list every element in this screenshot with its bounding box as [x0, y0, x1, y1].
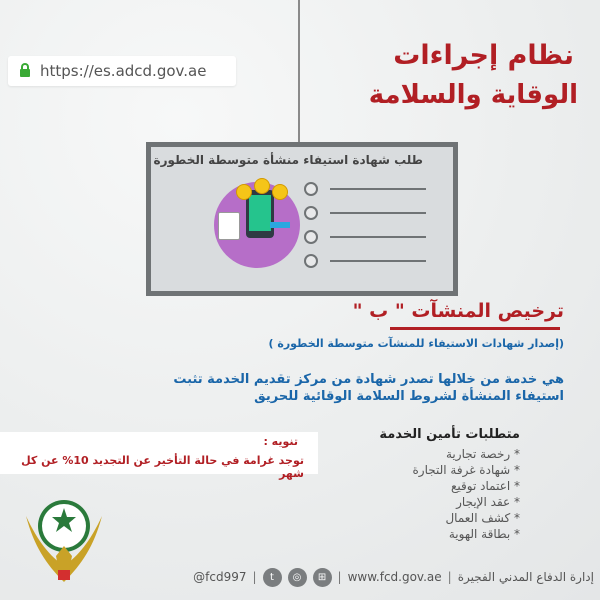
checklist-line — [330, 188, 426, 190]
windows-icon[interactable]: ⊞ — [313, 568, 332, 587]
checklist-circle — [304, 254, 318, 268]
requirement-item: * شهادة غرفة التجارة — [412, 463, 520, 477]
checklist-circle — [304, 182, 318, 196]
url-text: https://es.adcd.gov.ae — [40, 62, 207, 80]
service-description — [104, 371, 564, 405]
request-board — [146, 142, 458, 296]
uae-emblem-icon — [16, 486, 112, 590]
footer-separator: | — [337, 570, 342, 584]
coin-icon — [272, 184, 288, 200]
requirement-item: * كشف العمال — [445, 511, 520, 525]
description-line2: استيفاء المنشأة لشروط السلامة الوقائية للحريق — [254, 389, 564, 404]
footer-website[interactable]: www.fcd.gov.ae — [347, 570, 442, 584]
notice-text: توجد غرامة في حالة التأخير عن التجديد 10% عن كل شهر — [21, 454, 304, 480]
twitter-handle[interactable]: @fcd997 — [193, 570, 247, 584]
license-title-underline — [390, 327, 560, 330]
footer — [128, 566, 594, 588]
requirement-item: * عقد الإيجار — [456, 495, 520, 509]
checklist-circle — [304, 230, 318, 244]
checklist-circle — [304, 206, 318, 220]
requirement-item: * رخصة تجارية — [446, 447, 520, 461]
footer-org-name: إدارة الدفاع المدني الفجيرة — [457, 570, 594, 584]
url-bar[interactable] — [8, 56, 236, 86]
requirements-title: متطلبات تأمين الخدمة — [379, 427, 520, 442]
phone-screen — [249, 195, 271, 231]
checklist-line — [330, 260, 426, 262]
page-title-line2: الوقاية والسلامة — [368, 80, 578, 110]
checklist-line — [330, 212, 426, 214]
instagram-icon[interactable]: ◎ — [288, 568, 307, 587]
license-subtitle: (إصدار شهادات الاستيفاء للمنشآت متوسطة الخطورة ) — [268, 337, 564, 350]
footer-separator: | — [252, 570, 257, 584]
hanging-wire — [298, 0, 300, 142]
notice-label: تنويه : — [263, 435, 298, 448]
coin-icon — [254, 178, 270, 194]
requirement-item: * بطاقة الهوية — [448, 527, 520, 541]
requirement-item: * اعتماد توقيع — [451, 479, 520, 493]
board-title: طلب شهادة استيفاء منشأة متوسطة الخطورة — [153, 153, 423, 167]
description-line1: هي خدمة من خلالها تصدر شهادة من مركز تقديم الخدمة تثبت — [173, 372, 564, 387]
arrow-icon — [270, 222, 290, 228]
footer-separator: | — [447, 570, 452, 584]
coin-icon — [236, 184, 252, 200]
page-title-line1: نظام إجراءات — [393, 40, 574, 71]
lock-icon — [20, 69, 30, 77]
checklist-line — [330, 236, 426, 238]
twitter-icon[interactable]: t — [263, 568, 282, 587]
license-title: ترخيص المنشآت " ب " — [352, 300, 564, 322]
calculator-icon — [218, 212, 240, 240]
notice-box — [0, 432, 318, 480]
